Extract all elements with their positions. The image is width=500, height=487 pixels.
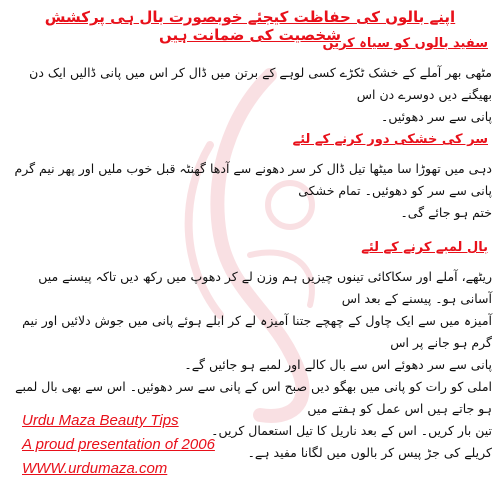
section-heading-white-hair: سفید بالوں کو سیاہ کریں bbox=[322, 36, 488, 51]
paragraph-line: کریلے کی جڑ پیس کر بالوں میں لگانا مفید ہے۔ bbox=[247, 445, 492, 460]
page-title: اپنے بالوں کی حفاظت کیجئے خوبصورت بال ہی پرکشش شخصیت کی ضمانت ہیں bbox=[44, 8, 456, 44]
section-body-white-hair bbox=[8, 62, 492, 128]
section-heading-long-hair: بال لمبے کرنے کے لئے bbox=[361, 240, 488, 255]
paragraph-line: املی کو رات کو پانی میں بھگو دیں صبح اس کے پانی سے سر دھوئیں۔ اس سے بھی بال لمبے ہو جاتے ہیں اس عمل کو ہفتے میں bbox=[15, 379, 492, 416]
footer-website-link[interactable]: WWW.urdumaza.com bbox=[22, 460, 168, 477]
section-heading-dandruff: سر کی خشکی دور کرنے کے لئے bbox=[292, 132, 488, 147]
paragraph-line: مٹھی بھر آملے کے خشک ٹکڑے کسی لوہے کے برتن میں ڈال کر اس میں پانی ڈالیں ایک دن بھیگنے دیں دوسرے دن اس bbox=[29, 65, 492, 102]
paragraph-line: ریٹھے، آملے اور سکاکائی تینوں چیزیں ہم وزن لے کر دھوپ میں رکھ دیں تاکہ پیسنے میں آسانی ہو۔ پیسنے کے بعد اس bbox=[38, 269, 492, 306]
section-body-dandruff bbox=[8, 158, 492, 224]
paragraph-line: ختم ہو جائے گی۔ bbox=[400, 205, 492, 220]
paragraph-line: تین بار کریں۔ اس کے بعد ناریل کا تیل استعمال کریں۔ bbox=[211, 423, 492, 438]
footer-presentation-text: A proud presentation of 2006 bbox=[22, 436, 215, 453]
paragraph-line: پانی سے سر دھوئیں۔ bbox=[381, 109, 492, 124]
footer-brand-link[interactable]: Urdu Maza Beauty Tips bbox=[22, 412, 179, 429]
paragraph-line: دہی میں تھوڑا سا میٹھا تیل ڈال کر سر دھونے سے آدھا گھنٹہ قبل خوب ملیں اور پھر نیم گرم پانی سے سر کو دھوئیں۔ تمام خشکی bbox=[14, 161, 492, 198]
paragraph-line: آمیزہ میں سے ایک چاول کے چھچے جتنا آمیزہ لے کر ابلے ہوئے پانی میں جوش دلائیں اور نیم گرم ہو جانے پر اس bbox=[22, 313, 492, 350]
paragraph-line: پانی سے سر دھوئے اس سے بال کالے اور لمبے ہو جائیں گے۔ bbox=[184, 357, 492, 372]
section-body-long-hair bbox=[8, 266, 492, 464]
